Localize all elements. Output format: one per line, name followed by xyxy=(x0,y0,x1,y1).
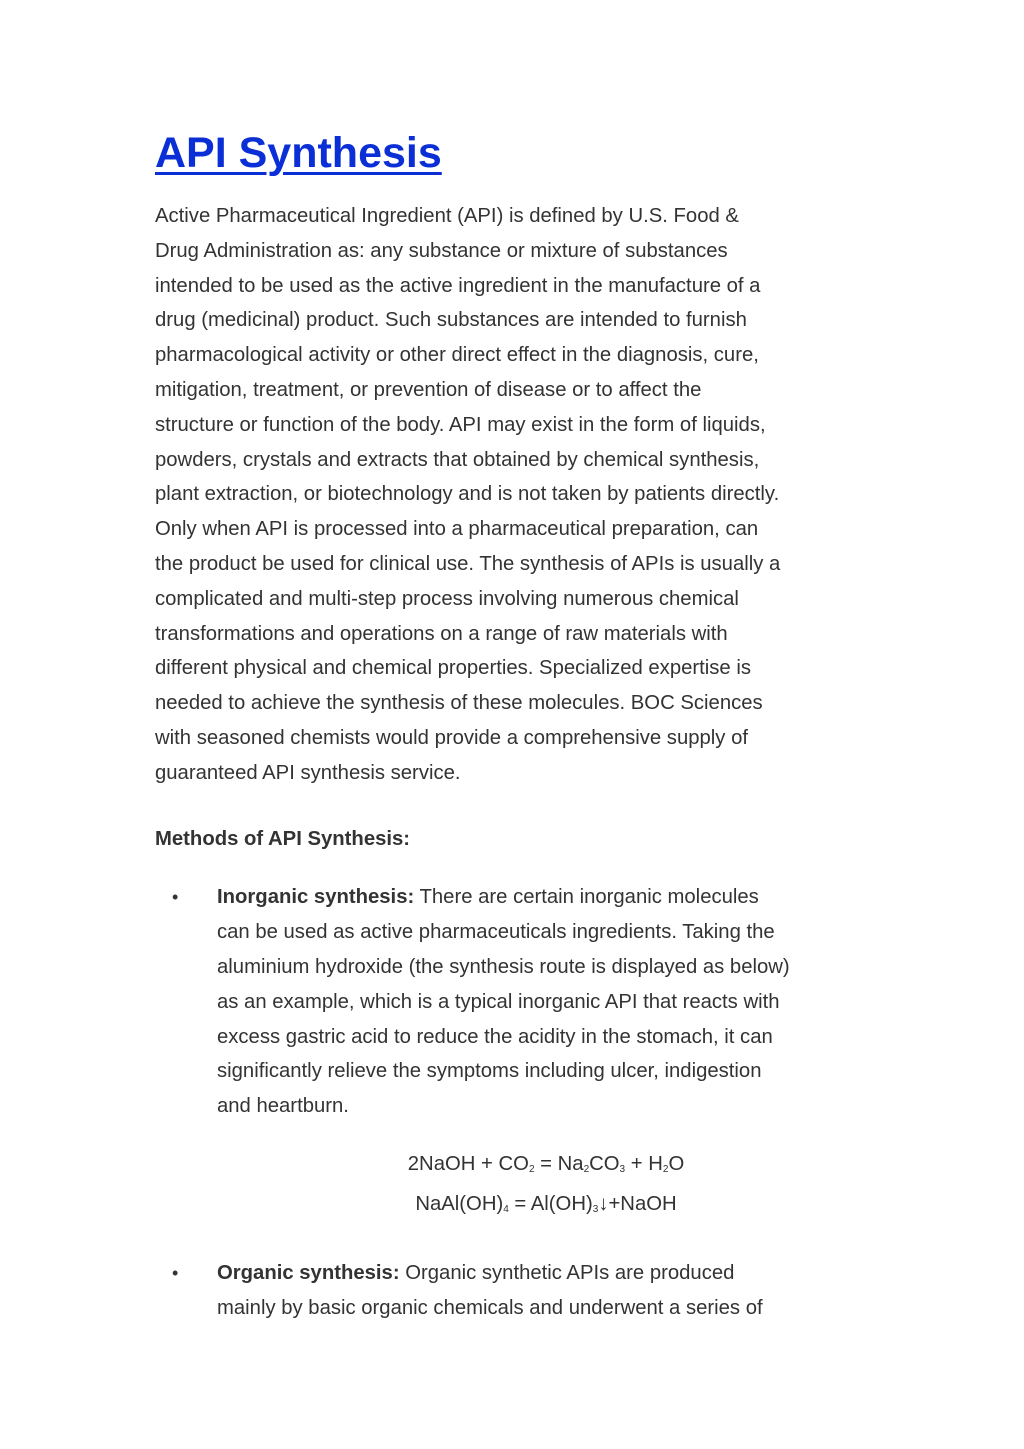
title-link[interactable]: API Synthesis xyxy=(155,129,442,177)
eq1-subscript: 2 xyxy=(662,1163,669,1175)
equation-1 xyxy=(217,1147,875,1187)
method-description: There are certain inorganic molecules can be used as active pharmaceuticals ingredients. Taking the aluminium hydroxide (the synthesis route is displayed as below) as an example, which is a typical inorganic API that reacts with excess gastric acid to reduce the acidity in the stomach, it can significantly relieve the symptoms including ulcer, indigestion and heartburn. xyxy=(217,886,790,1118)
eq2-part: = Al(OH) xyxy=(508,1192,593,1215)
bullet-icon: • xyxy=(172,1262,179,1283)
eq1-part: O xyxy=(668,1152,685,1175)
eq1-part: CO xyxy=(589,1152,620,1175)
eq2-part: ↓+NaOH xyxy=(598,1192,677,1215)
page-title xyxy=(155,128,875,178)
eq2-part: NaAl(OH) xyxy=(415,1192,504,1215)
list-item-organic xyxy=(155,1256,875,1326)
list-item-text xyxy=(217,1256,875,1326)
methods-heading: Methods of API Synthesis: xyxy=(155,827,411,850)
eq1-part: = Na xyxy=(534,1152,584,1175)
eq2-subscript: 3 xyxy=(592,1203,599,1215)
methods-list-continued xyxy=(155,1256,875,1326)
bullet-icon: • xyxy=(172,887,179,908)
eq1-subscript: 2 xyxy=(583,1163,590,1175)
eq1-part: 2NaOH + CO xyxy=(407,1152,529,1175)
eq1-subscript: 3 xyxy=(619,1163,626,1175)
list-item-text xyxy=(217,880,875,1124)
eq1-subscript: 2 xyxy=(528,1163,535,1175)
intro-paragraph: Active Pharmaceutical Ingredient (API) is defined by U.S. Food & Drug Administration as: any substance or mixture of substances intended to be used as the active ingredient in the manufacture of a drug (medicinal) product. Such substances are intended to furnish pharmacological activity or other direct effect in the diagnosis, cure, mitigation, treatment, or prevention of disease or to affect the structure or function of the body. API may exist in the form of liquids, powders, crystals and extracts that obtained by chemical synthesis, plant extraction, or biotechnology and is not taken by patients directly. Only when API is processed into a pharmaceutical preparation, can the product be used for clinical use. The synthesis of APIs is usually a complicated and multi-step process involving numerous chemical transformations and operations on a range of raw materials with different physical and chemical properties. Specialized expertise is needed to achieve the synthesis of these molecules. BOC Sciences with seasoned chemists would provide a comprehensive supply of guaranteed API synthesis service. xyxy=(155,205,781,784)
eq1-part: + H xyxy=(625,1152,663,1175)
method-name: Inorganic synthesis: xyxy=(217,886,415,909)
equation-2 xyxy=(217,1187,875,1227)
eq2-subscript: 4 xyxy=(503,1203,509,1215)
document-page xyxy=(155,128,875,1326)
methods-list xyxy=(155,880,875,1124)
equations-block xyxy=(155,1147,875,1227)
method-description: Organic synthetic APIs are produced mainly by basic organic chemicals and underwent a series of xyxy=(217,1261,763,1319)
list-item-inorganic xyxy=(155,880,875,1124)
method-name: Organic synthesis: xyxy=(217,1261,400,1284)
